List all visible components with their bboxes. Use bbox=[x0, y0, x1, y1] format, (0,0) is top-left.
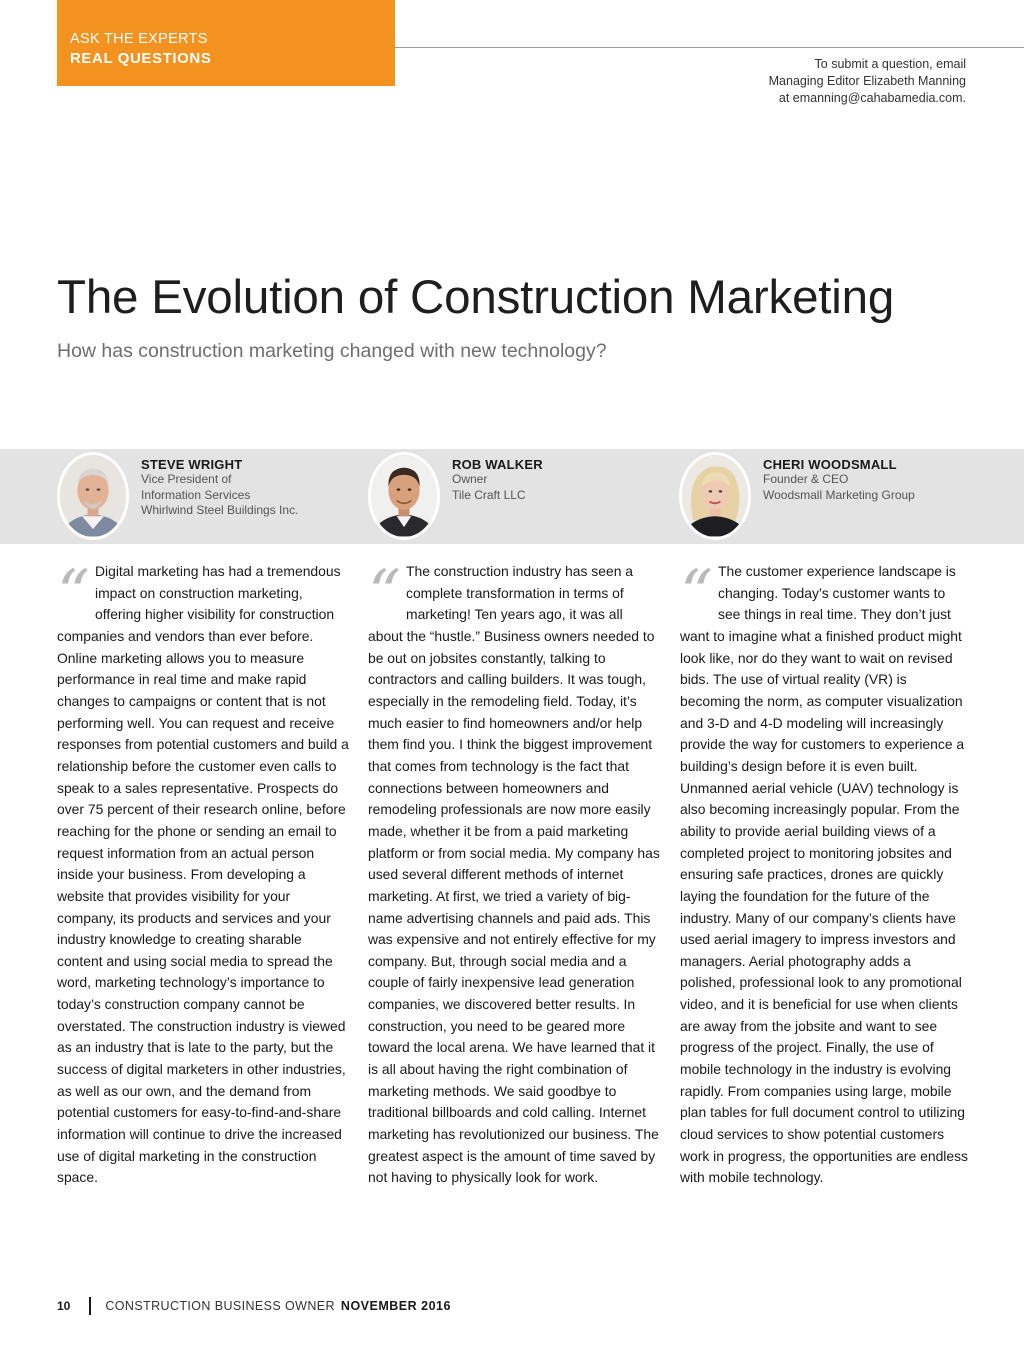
expert-info bbox=[141, 457, 298, 519]
portrait-photo-man-dark-hair bbox=[371, 455, 437, 537]
answer-column-cheri-woodsmall bbox=[680, 557, 970, 1189]
submit-line: at emanning@cahabamedia.com. bbox=[778, 91, 966, 105]
expert-photo bbox=[368, 452, 440, 540]
footer-divider bbox=[89, 1297, 91, 1315]
article-title: The Evolution of Construction Marketing bbox=[57, 271, 895, 324]
page-number: 10 bbox=[57, 1299, 71, 1313]
quote-mark-icon: “ bbox=[368, 557, 401, 631]
expert-steve-wright bbox=[57, 449, 357, 544]
answer-column-steve-wright bbox=[57, 557, 349, 1189]
expert-role-line: Information Services bbox=[141, 487, 251, 502]
publication-name: CONSTRUCTION BUSINESS OWNER bbox=[105, 1299, 335, 1313]
header-rule bbox=[395, 47, 1024, 48]
quote-mark-icon: “ bbox=[680, 557, 713, 631]
portrait-photo-man-gray-hair bbox=[60, 455, 126, 537]
section-title: REAL QUESTIONS bbox=[70, 50, 212, 67]
experts-band bbox=[0, 449, 1024, 544]
page-footer bbox=[57, 1297, 451, 1315]
article-subtitle: How has construction marketing changed with new technology? bbox=[57, 340, 607, 362]
expert-name: ROB WALKER bbox=[452, 457, 543, 472]
answer-text: Digital marketing has had a tremendous impact on construction marketing, offering higher visibility for construction companies and vendors than ever before. Online marketing allows you to measure performance in real time and make rapid changes to campaigns or content that is not performing well. You can request and receive responses from potential customers and build a relationship before the customer even calls to speak to a sales representative. Prospects do over 75 percent of their research online, before reaching for the phone or sending an email to request information from an actual person inside your business. From developing a website that provides visibility for your company, its products and services and your industry knowledge to creating sharable content and using social media to spread the word, marketing technology’s importance to today’s construction company cannot be overstated. The construction industry is viewed as an industry that is late to the party, but the success of digital marketers in other industries, as well as our own, and the demand from potential customers for easy-to-find-and-share information will continue to drive the increased use of digital marketing in the construction space. bbox=[57, 563, 349, 1186]
portrait-photo-woman-blonde bbox=[682, 455, 748, 537]
submit-line: Managing Editor Elizabeth Manning bbox=[768, 74, 966, 88]
expert-cheri-woodsmall bbox=[679, 449, 979, 544]
expert-photo bbox=[679, 452, 751, 540]
answer-text: The customer experience landscape is changing. Today’s customer wants to see things in real time. They don’t just want to imagine what a finished product might look like, nor do they want to wait on revised bids. The use of virtual reality (VR) is becoming the norm, as computer visualization and 3-D and 4-D modeling will increasingly provide the way for customers to experience a building’s design before it is even built. Unmanned aerial vehicle (UAV) technology is also becoming increasingly popular. From the ability to provide aerial building views of a completed project to monitoring jobsites and ensuring safe practices, drones are quickly laying the foundation for the future of the industry. Many of our company’s clients have used aerial imagery to impress investors and managers. Aerial photography adds a polished, professional look to any promotional video, and it is beneficial for use when clients are away from the jobsite and want to see progress of the project. Finally, the use of mobile technology in the industry is evolving rapidly. From companies using large, mobile plan tables for full document control to utilizing cloud services to show potential customers work in progress, the opportunities are endless with mobile technology. bbox=[680, 563, 969, 1186]
expert-role-line: Woodsmall Marketing Group bbox=[763, 487, 915, 502]
expert-rob-walker bbox=[368, 449, 668, 544]
expert-name: STEVE WRIGHT bbox=[141, 457, 243, 472]
section-kicker: ASK THE EXPERTS bbox=[70, 31, 208, 47]
submit-note bbox=[769, 56, 966, 107]
answer-text: The construction industry has seen a complete transformation in terms of marketing! Ten years ago, it was all about the “hustle.” Business owners needed to be out on jobsites constantly, talking to contractors and calling builders. It was tough, especially in the remodeling field. Today, it’s much easier to find homeowners and/or help them find you. I think the biggest improvement that comes from technology is the fact that connections between homeowners and remodeling professionals are now more easily made, whether it be from a paid marketing platform or from social media. My company has used several different methods of internet marketing. At first, we tried a variety of big-name advertising channels and paid ads. This was expensive and not entirely effective for my company. But, through social media and a couple of fairly inexpensive lead generation companies, we discovered better results. In construction, you need to be geared more toward the local arena. We have learned that it is all about having the right combination of marketing methods. We said goodbye to traditional billboards and cold calling. Internet marketing has revolutionized our business. The greatest aspect is the amount of time saved by not having to physically look for work. bbox=[368, 563, 660, 1186]
expert-role-line: Founder & CEO bbox=[763, 472, 849, 486]
expert-role-line: Tile Craft LLC bbox=[452, 487, 526, 502]
expert-info bbox=[763, 457, 915, 503]
submit-line: To submit a question, email bbox=[814, 57, 966, 71]
answer-column-rob-walker bbox=[368, 557, 660, 1189]
expert-info bbox=[452, 457, 543, 503]
expert-role-line: Vice President of bbox=[141, 472, 232, 486]
expert-name: CHERI WOODSMALL bbox=[763, 457, 897, 472]
expert-photo bbox=[57, 452, 129, 540]
section-tab bbox=[57, 0, 395, 86]
expert-role-line: Whirlwind Steel Buildings Inc. bbox=[141, 503, 299, 517]
quote-mark-icon: “ bbox=[57, 557, 90, 631]
issue-date: NOVEMBER 2016 bbox=[340, 1299, 451, 1313]
expert-role-line: Owner bbox=[452, 472, 488, 486]
